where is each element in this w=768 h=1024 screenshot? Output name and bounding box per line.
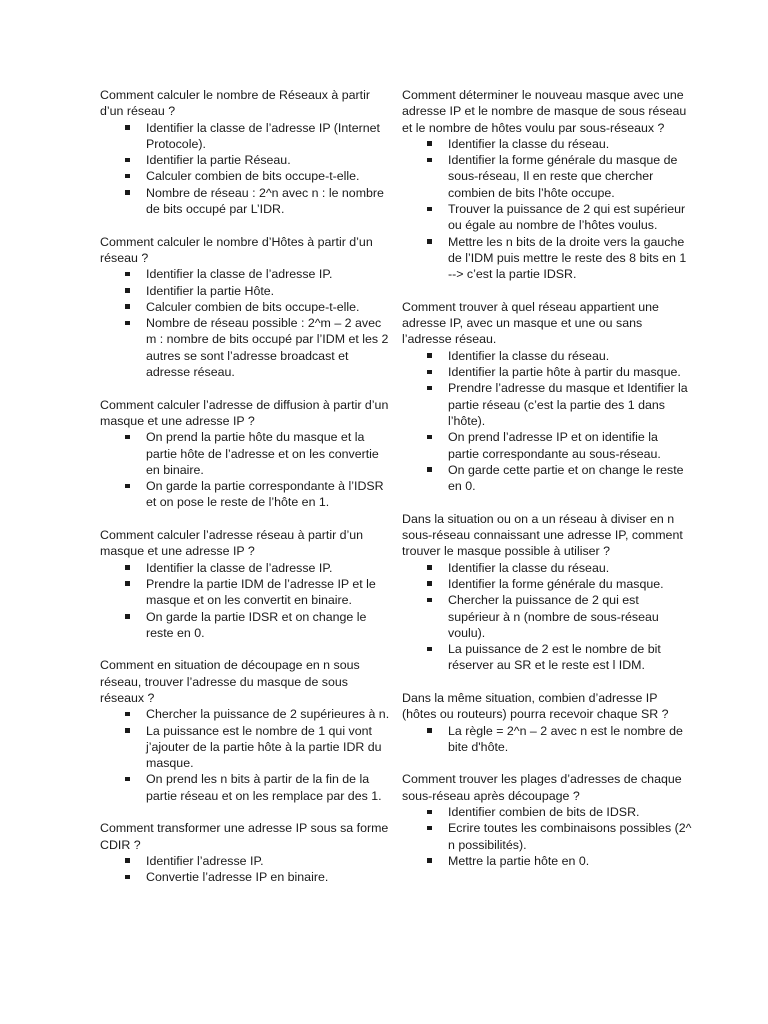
square-bullet-icon — [427, 565, 432, 570]
section-question: Comment calculer l’adresse réseau à partir d’un masque et une adresse IP ? — [100, 528, 364, 559]
list-item-text: Identifier la classe de l’adresse IP. — [146, 267, 333, 282]
list-item-text: Identifier la classe du réseau. — [448, 348, 610, 363]
square-bullet-icon — [125, 435, 130, 440]
faq-section — [402, 87, 692, 283]
square-bullet-icon — [125, 858, 130, 863]
list-item — [100, 609, 390, 642]
list-item-text: Trouver la puissance de 2 qui est supérieur ou égale au nombre de l’hôtes voulus. — [448, 202, 686, 233]
list-item-text: Prendre la partie IDM de l’adresse IP et le masque et on les convertit en binaire. — [146, 576, 376, 608]
list-item-text: Identifier la classe du réseau. — [448, 136, 610, 151]
list-item-text: Identifier la partie hôte à partir du masque. — [448, 365, 681, 380]
section-question: Dans la situation ou on a un réseau à diviser en n sous-réseau connaissant une adresse IP, comment trouver le masque possible à utiliser ? — [402, 511, 683, 559]
square-bullet-icon — [125, 174, 130, 179]
answer-list — [402, 560, 692, 674]
list-item-text: Identifier la forme générale du masque. — [448, 576, 664, 591]
square-bullet-icon — [427, 386, 432, 391]
list-item — [100, 429, 390, 478]
list-item-text: Mettre les n bits de la droite vers la gauche de l’IDM puis mettre le reste des 8 bits en 1 --> c’est la partie IDSR. — [448, 234, 687, 282]
faq-section — [100, 397, 390, 511]
square-bullet-icon — [125, 728, 130, 733]
list-item-text: On garde la partie correspondante à l’IDSR et on pose le reste de l’hôte en 1. — [146, 479, 384, 510]
list-item — [402, 462, 692, 495]
square-bullet-icon — [125, 288, 130, 293]
list-item-text: On garde la partie IDSR et on change le reste en 0. — [146, 609, 367, 640]
answer-list — [100, 429, 390, 510]
left-column — [100, 87, 390, 902]
square-bullet-icon — [427, 467, 432, 472]
list-item — [402, 152, 692, 201]
square-bullet-icon — [427, 826, 432, 831]
list-item-text: On prend les n bits à partir de la fin de la partie réseau et on les remplace par des 1. — [146, 772, 382, 803]
square-bullet-icon — [125, 321, 130, 326]
square-bullet-icon — [125, 565, 130, 570]
list-item — [402, 234, 692, 283]
section-question: Comment déterminer le nouveau masque avec une adresse IP et le nombre de masque de sous réseau et le nombre de hôtes voulu par sous-réseaux ? — [402, 88, 687, 135]
square-bullet-icon — [427, 207, 432, 212]
section-question: Dans la même situation, combien d’adresse IP (hôtes ou routeurs) pourra recevoir chaque SR ? — [402, 690, 669, 722]
list-item-text: Identifier la partie Hôte. — [146, 283, 275, 298]
list-item — [402, 380, 692, 429]
faq-section — [402, 771, 692, 869]
square-bullet-icon — [125, 190, 130, 195]
square-bullet-icon — [427, 728, 432, 733]
answer-list — [402, 136, 692, 283]
faq-section — [402, 690, 692, 755]
square-bullet-icon — [427, 581, 432, 586]
list-item-text: Nombre de réseau : 2^n avec n : le nombre de bits occupé par L’IDR. — [146, 185, 384, 217]
answer-list — [100, 266, 390, 380]
section-question: Comment calculer l’adresse de diffusion à partir d’un masque et une adresse IP ? — [100, 397, 389, 428]
list-item-text: On prend la partie hôte du masque et la partie hôte de l’adresse et on les convertie en binaire. — [146, 430, 379, 477]
list-item — [100, 315, 390, 380]
list-item — [100, 853, 390, 869]
list-item — [100, 168, 390, 184]
section-question: Comment calculer le nombre d’Hôtes à partir d’un réseau ? — [100, 234, 373, 265]
section-question: Comment calculer le nombre de Réseaux à partir d’un réseau ? — [100, 88, 370, 119]
square-bullet-icon — [125, 875, 130, 880]
faq-section — [100, 234, 390, 381]
list-item — [402, 853, 692, 869]
list-item-text: On prend l’adresse IP et on identifie la partie correspondante au sous-réseau. — [448, 430, 661, 461]
list-item-text: Chercher la puissance de 2 qui est supérieur à n (nombre de sous-réseau voulu). — [448, 593, 659, 640]
square-bullet-icon — [427, 141, 432, 146]
list-item — [100, 576, 390, 609]
list-item — [402, 201, 692, 234]
list-item — [402, 348, 692, 364]
square-bullet-icon — [427, 435, 432, 440]
square-bullet-icon — [427, 239, 432, 244]
faq-section — [402, 511, 692, 674]
list-item — [100, 120, 390, 153]
list-item — [402, 576, 692, 592]
square-bullet-icon — [125, 581, 130, 586]
square-bullet-icon — [427, 353, 432, 358]
faq-section — [100, 657, 390, 804]
list-item — [402, 820, 692, 853]
square-bullet-icon — [125, 777, 130, 782]
list-item-text: Identifier combien de bits de IDSR. — [448, 805, 640, 820]
faq-section — [100, 527, 390, 641]
list-item-text: Calculer combien de bits occupe-t-elle. — [146, 299, 360, 314]
answer-list — [100, 120, 390, 218]
list-item — [100, 771, 390, 804]
list-item — [100, 283, 390, 299]
list-item-text: Identifier la classe du réseau. — [448, 560, 610, 575]
section-question: Comment en situation de découpage en n sous réseau, trouver l’adresse du masque de sous réseaux ? — [100, 658, 360, 705]
square-bullet-icon — [125, 614, 130, 619]
list-item-text: La puissance de 2 est le nombre de bit réserver au SR et le reste est l IDM. — [448, 642, 661, 673]
answer-list — [402, 723, 692, 756]
square-bullet-icon — [125, 712, 130, 717]
list-item-text: Identifier la classe de l’adresse IP. — [146, 560, 333, 575]
list-item-text: Ecrire toutes les combinaisons possibles (2^ n possibilités). — [448, 821, 692, 852]
list-item — [402, 364, 692, 380]
list-item — [100, 723, 390, 772]
list-item-text: Identifier la classe de l’adresse IP (Internet Protocole). — [146, 120, 380, 151]
square-bullet-icon — [125, 158, 130, 163]
list-item-text: La puissance est le nombre de 1 qui vont j’ajouter de la partie hôte à la partie IDR du masque. — [146, 723, 382, 771]
list-item-text: Convertie l’adresse IP en binaire. — [146, 870, 329, 885]
answer-list — [100, 560, 390, 641]
square-bullet-icon — [427, 810, 432, 815]
list-item — [402, 429, 692, 462]
list-item-text: Identifier l’adresse IP. — [146, 853, 264, 868]
list-item — [100, 560, 390, 576]
list-item-text: On garde cette partie et on change le reste en 0. — [448, 462, 684, 494]
faq-section — [402, 299, 692, 495]
list-item — [100, 869, 390, 885]
list-item-text: Identifier la partie Réseau. — [146, 153, 291, 168]
section-question: Comment trouver les plages d’adresses de chaque sous-réseau après découpage ? — [402, 772, 682, 803]
square-bullet-icon — [427, 370, 432, 375]
right-column — [402, 87, 692, 886]
section-question: Comment transformer une adresse IP sous sa forme CDIR ? — [100, 821, 389, 852]
list-item — [402, 641, 692, 674]
answer-list — [402, 348, 692, 495]
list-item — [402, 136, 692, 152]
square-bullet-icon — [125, 304, 130, 309]
answer-list — [100, 706, 390, 804]
faq-section — [100, 87, 390, 217]
list-item-text: Prendre l’adresse du masque et Identifier la partie réseau (c’est la partie des 1 dans l’hôte). — [448, 381, 688, 428]
square-bullet-icon — [427, 158, 432, 163]
list-item — [100, 185, 390, 218]
list-item — [100, 299, 390, 315]
square-bullet-icon — [427, 598, 432, 603]
list-item — [402, 560, 692, 576]
list-item-text: Nombre de réseau possible : 2^m – 2 avec m : nombre de bits occupé par l’IDM et les 2 autres se sont l’adresse broadcast et adresse réseau. — [146, 316, 389, 380]
list-item-text: Identifier la forme générale du masque de sous-réseau, Il en reste que chercher combien de bits l’hôte occupe. — [448, 153, 678, 200]
square-bullet-icon — [125, 125, 130, 130]
list-item-text: Calculer combien de bits occupe-t-elle. — [146, 169, 360, 184]
faq-section — [100, 820, 390, 885]
list-item — [100, 478, 390, 511]
square-bullet-icon — [427, 858, 432, 863]
section-question: Comment trouver à quel réseau appartient une adresse IP, avec un masque et une ou sans l’adresse réseau. — [402, 299, 659, 347]
list-item-text: Mettre la partie hôte en 0. — [448, 853, 590, 868]
answer-list — [100, 853, 390, 886]
square-bullet-icon — [125, 484, 130, 489]
list-item — [402, 804, 692, 820]
list-item — [402, 592, 692, 641]
list-item — [402, 723, 692, 756]
list-item — [100, 706, 390, 722]
square-bullet-icon — [125, 272, 130, 277]
list-item-text: La règle = 2^n – 2 avec n est le nombre de bite d'hôte. — [448, 723, 683, 754]
square-bullet-icon — [427, 647, 432, 652]
list-item-text: Chercher la puissance de 2 supérieures à n. — [146, 707, 390, 722]
list-item — [100, 266, 390, 282]
list-item — [100, 152, 390, 168]
answer-list — [402, 804, 692, 869]
